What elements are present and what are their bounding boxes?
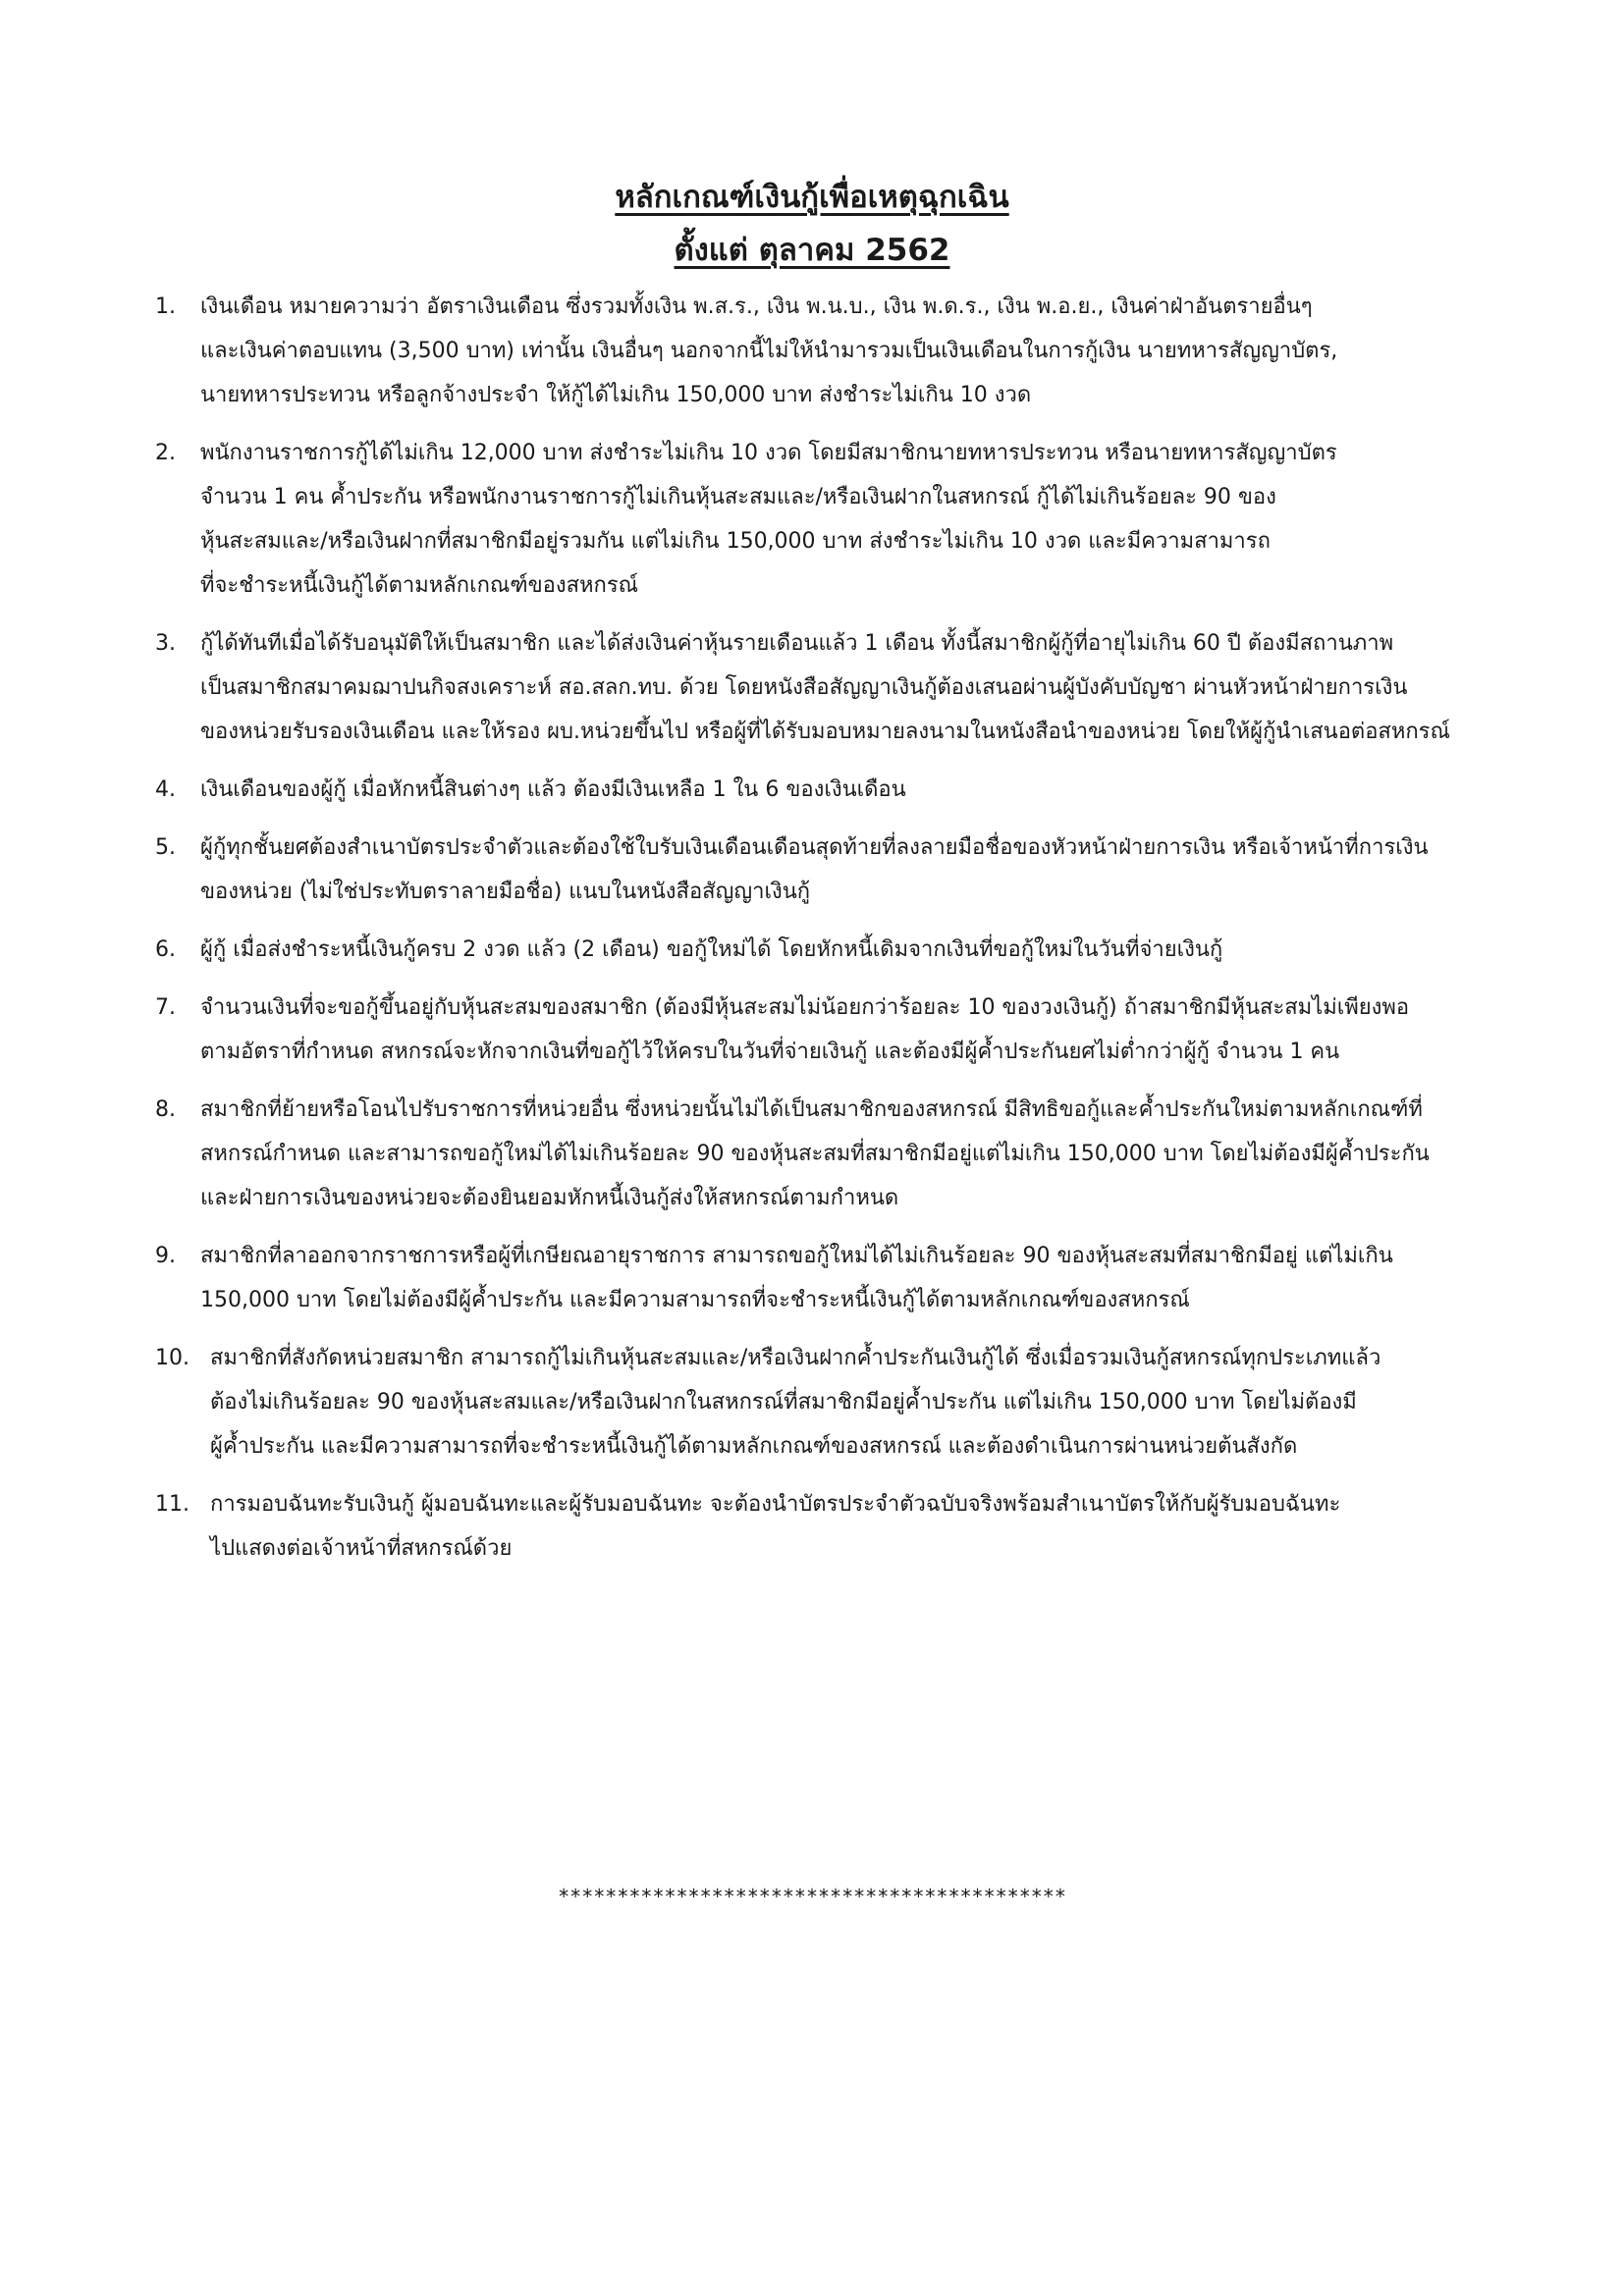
item-text: พนักงานราชการกู้ได้ไม่เกิน 12,000 บาท ส่งชำระไม่เกิน 10 งวด โดยมีสมาชิกนายทหารประทวน หรือนายทหารสัญญาบัตร จำนวน 1 คน ค้ำประกัน หรือพนักงานราชการกู้ไม่เกินหุ้นสะสมและ/หรือเงินฝากในสหกรณ์ กู้ได้ไม่เกินร้อยละ 90 ของ หุ้นสะสมและ/หรือเงินฝากที่สมาชิกมีอยู่รวมกัน แต่ไม่เกิน 150,000 บาท ส่งชำระไม่เกิน 10 งวด และมีความสามารถ ที่จะชำระหนี้เงินกู้ได้ตามหลักเกณฑ์ของสหกรณ์ — [200, 441, 1337, 598]
title-line-2: ตั้งแต่ ตุลาคม 2562 — [674, 233, 950, 268]
item-text: สมาชิกที่สังกัดหน่วยสมาชิก สามารถกู้ไม่เกินหุ้นสะสมและ/หรือเงินฝากค้ำประกันเงินกู้ได้ ซึ่งเมื่อรวมเงินกู้สหกรณ์ทุกประเภทแล้ว ต้องไม่เกินร้อยละ 90 ของหุ้นสะสมและ/หรือเงินฝากในสหกรณ์ที่สมาชิกมีอยู่ค้ำประกัน แต่ไม่เกิน 150,000 บาท โดยไม่ต้องมี ผู้ค้ำประกัน และมีความสามารถที่จะชำระหนี้เงินกู้ได้ตามหลักเกณฑ์ของสหกรณ์ และต้องดำเนินการผ่านหน่วยต้นสังกัด — [210, 1346, 1381, 1459]
item-text: ผู้กู้ทุกชั้นยศต้องสำเนาบัตรประจำตัวและต้องใช้ใบรับเงินเดือนเดือนสุดท้ายที่ลงลายมือชื่อของหัวหน้าฝ่ายการเงิน หรือเจ้าหน้าที่การเงิน ของหน่วย (ไม่ใช่ประทับตราลายมือชื่อ) แนบในหนังสือสัญญาเงินกู้ — [200, 835, 1429, 904]
item-number: 3. — [155, 631, 176, 656]
list-item — [155, 928, 1530, 972]
list-item — [155, 1336, 1530, 1468]
list-item — [155, 986, 1530, 1074]
list-item — [155, 1088, 1530, 1220]
list-item — [155, 768, 1530, 812]
item-number: 5. — [155, 835, 176, 860]
item-text: การมอบฉันทะรับเงินกู้ ผู้มอบฉันทะและผู้รับมอบฉันทะ จะต้องนำบัตรประจำตัวฉบับจริงพร้อมสำเนาบัตรให้กับผู้รับมอบฉันทะ ไปแสดงต่อเจ้าหน้าที่สหกรณ์ด้วย — [210, 1492, 1341, 1561]
list-item — [155, 1234, 1530, 1322]
item-text: เงินเดือนของผู้กู้ เมื่อหักหนี้สินต่างๆ แล้ว ต้องมีเงินเหลือ 1 ใน 6 ของเงินเดือน — [200, 777, 906, 802]
item-text: กู้ได้ทันทีเมื่อได้รับอนุมัติให้เป็นสมาชิก และได้ส่งเงินค่าหุ้นรายเดือนแล้ว 1 เดือน ทั้งนี้สมาชิกผู้กู้ที่อายุไม่เกิน 60 ปี ต้องมีสถานภาพ เป็นสมาชิกสมาคมฌาปนกิจสงเคราะห์ สอ.สลก.ทบ. ด้วย โดยหนังสือสัญญาเงินกู้ต้องเสนอผ่านผู้บังคับบัญชา ผ่านหัวหน้าฝ่ายการเงิน ของหน่วยรับรองเงินเดือน และให้รอง ผบ.หน่วยขึ้นไป หรือผู้ที่ได้รับมอบหมายลงนามในหนังสือนำของหน่วย โดยให้ผู้กู้นำเสนอต่อสหกรณ์ — [200, 631, 1450, 744]
list-item — [155, 431, 1530, 608]
item-number: 9. — [155, 1244, 176, 1268]
list-item — [155, 1482, 1530, 1571]
item-number: 8. — [155, 1097, 176, 1122]
list-item — [155, 285, 1530, 417]
footer-separator: ******************************************* — [558, 1885, 1066, 1908]
item-text: สมาชิกที่ลาออกจากราชการหรือผู้ที่เกษียณอายุราชการ สามารถขอกู้ใหม่ได้ไม่เกินร้อยละ 90 ของหุ้นสะสมที่สมาชิกมีอยู่ แต่ไม่เกิน 150,000 บาท โดยไม่ต้องมีผู้ค้ำประกัน และมีความสามารถที่จะชำระหนี้เงินกู้ได้ตามหลักเกณฑ์ของสหกรณ์ — [200, 1244, 1393, 1312]
item-text: เงินเดือน หมายความว่า อัตราเงินเดือน ซึ่งรวมทั้งเงิน พ.ส.ร., เงิน พ.น.บ., เงิน พ.ด.ร., เงิน พ.อ.ย., เงินค่าฝ่าอันตรายอื่นๆ และเงินค่าตอบแทน (3,500 บาท) เท่านั้น เงินอื่นๆ นอกจากนี้ไม่ให้นำมารวมเป็นเงินเดือนในการกู้เงิน นายทหารสัญญาบัตร, นายทหารประทวน หรือลูกจ้างประจำ ให้กู้ได้ไม่เกิน 150,000 บาท ส่งชำระไม่เกิน 10 งวด — [200, 294, 1338, 407]
criteria-list — [155, 285, 1530, 1584]
list-item — [155, 621, 1530, 754]
item-number: 4. — [155, 777, 176, 802]
item-number: 1. — [155, 294, 176, 319]
item-text: ผู้กู้ เมื่อส่งชำระหนี้เงินกู้ครบ 2 งวด แล้ว (2 เดือน) ขอกู้ใหม่ได้ โดยหักหนี้เดิมจากเงินที่ขอกู้ใหม่ในวันที่จ่ายเงินกู้ — [200, 937, 1223, 962]
item-number: 2. — [155, 441, 176, 465]
item-text: จำนวนเงินที่จะขอกู้ขึ้นอยู่กับหุ้นสะสมของสมาชิก (ต้องมีหุ้นสะสมไม่น้อยกว่าร้อยละ 10 ของวงเงินกู้) ถ้าสมาชิกมีหุ้นสะสมไม่เพียงพอ ตามอัตราที่กำหนด สหกรณ์จะหักจากเงินที่ขอกู้ไว้ให้ครบในวันที่จ่ายเงินกู้ และต้องมีผู้ค้ำประกันยศไม่ต่ำกว่าผู้กู้ จำนวน 1 คน — [200, 995, 1410, 1064]
item-number: 11. — [155, 1492, 189, 1517]
document-title — [0, 171, 1624, 277]
item-text: สมาชิกที่ย้ายหรือโอนไปรับราชการที่หน่วยอื่น ซึ่งหน่วยนั้นไม่ได้เป็นสมาชิกของสหกรณ์ มีสิทธิขอกู้และค้ำประกันใหม่ตามหลักเกณฑ์ที่ สหกรณ์กำหนด และสามารถขอกู้ใหม่ได้ไม่เกินร้อยละ 90 ของหุ้นสะสมที่สมาชิกมีอยู่แต่ไม่เกิน 150,000 บาท โดยไม่ต้องมีผู้ค้ำประกัน และฝ่ายการเงินของหน่วยจะต้องยินยอมหักหนี้เงินกู้ส่งให้สหกรณ์ตามกำหนด — [200, 1097, 1430, 1210]
item-number: 10. — [155, 1346, 189, 1370]
list-item — [155, 826, 1530, 914]
title-line-1: หลักเกณฑ์เงินกู้เพื่อเหตุฉุกเฉิน — [615, 180, 1009, 215]
item-number: 6. — [155, 937, 176, 962]
item-number: 7. — [155, 995, 176, 1020]
